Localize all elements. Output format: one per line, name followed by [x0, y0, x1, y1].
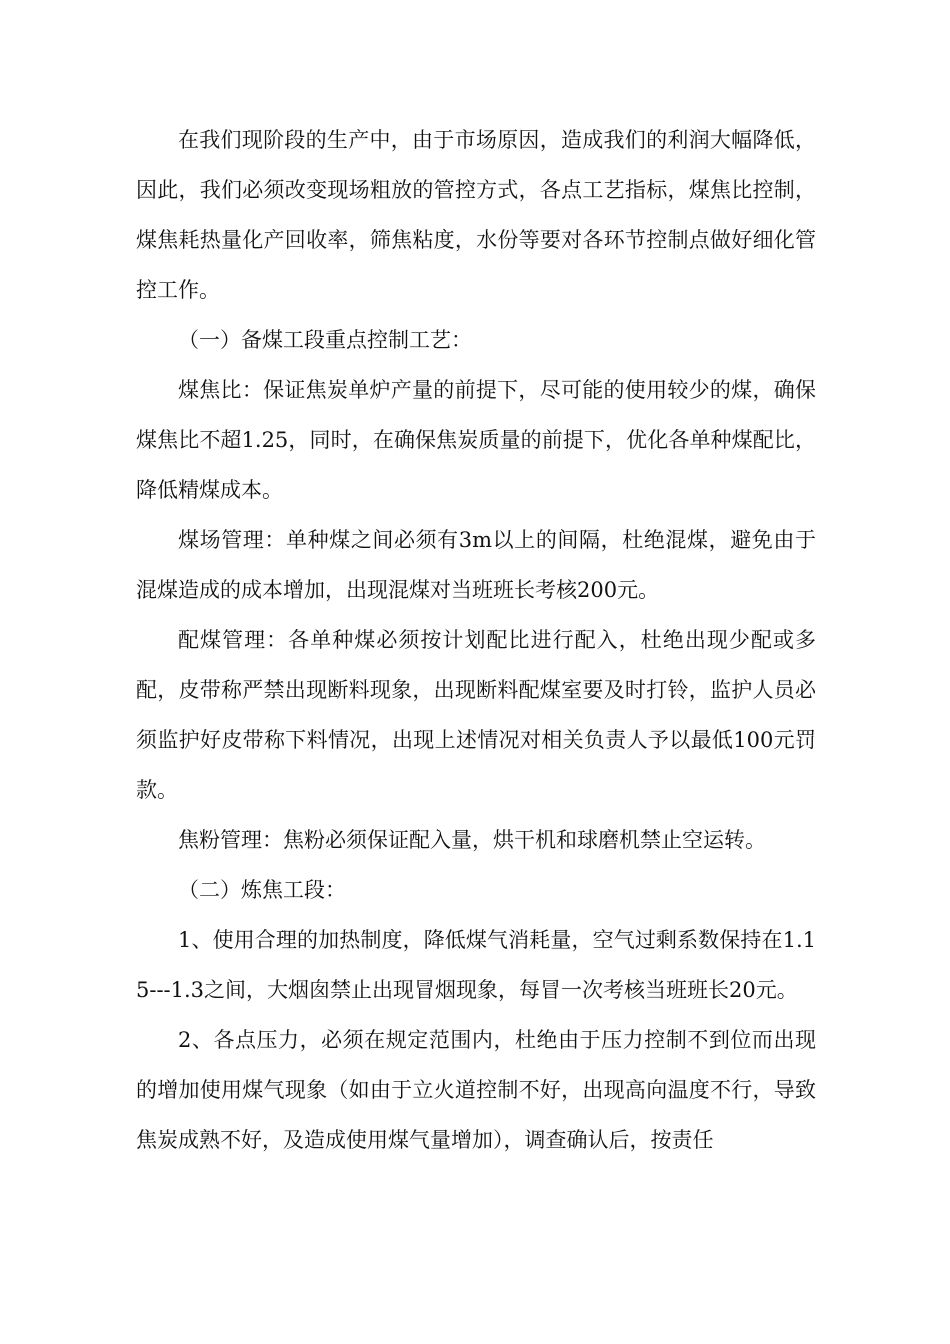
section-heading-coking: （二）炼焦工段： — [178, 878, 346, 902]
paragraph-coal-blending: 配煤管理：各单种煤必须按计划配比进行配入，杜绝出现少配或多配，皮带称严禁出现断料现象，出现断料配煤室要及时打铃，监护人员必须监护好皮带称下料情况，出现上述情况对相关负责人予以最低100元罚款。 — [136, 628, 816, 802]
paragraph-coke-powder: 焦粉管理：焦粉必须保证配入量，烘干机和球磨机禁止空运转。 — [178, 828, 766, 852]
paragraph-heating-system: 1、使用合理的加热制度，降低煤气消耗量，空气过剩系数保持在1.15---1.3之间，大烟囱禁止出现冒烟现象，每冒一次考核当班班长20元。 — [136, 928, 816, 1002]
paragraph-coal-yard: 煤场管理：单种煤之间必须有3m以上的间隔，杜绝混煤，避免由于混煤造成的成本增加，出现混煤对当班班长考核200元。 — [136, 528, 816, 602]
section-heading-coal-preparation: （一）备煤工段重点控制工艺： — [178, 328, 472, 352]
paragraph-pressure-control: 2、各点压力，必须在规定范围内，杜绝由于压力控制不到位而出现的增加使用煤气现象（如由于立火道控制不好，出现高向温度不行，导致焦炭成熟不好，及造成使用煤气量增加），调查确认后，按责任 — [136, 1028, 816, 1152]
document-body — [136, 115, 816, 1165]
paragraph-coal-coke-ratio: 煤焦比：保证焦炭单炉产量的前提下，尽可能的使用较少的煤，确保煤焦比不超1.25，同时，在确保焦炭质量的前提下，优化各单种煤配比，降低精煤成本。 — [136, 378, 816, 502]
paragraph-intro: 在我们现阶段的生产中，由于市场原因，造成我们的利润大幅降低，因此，我们必须改变现场粗放的管控方式，各点工艺指标，煤焦比控制，煤焦耗热量化产回收率，筛焦粘度，水份等要对各环节控制点做好细化管控工作。 — [136, 128, 816, 302]
